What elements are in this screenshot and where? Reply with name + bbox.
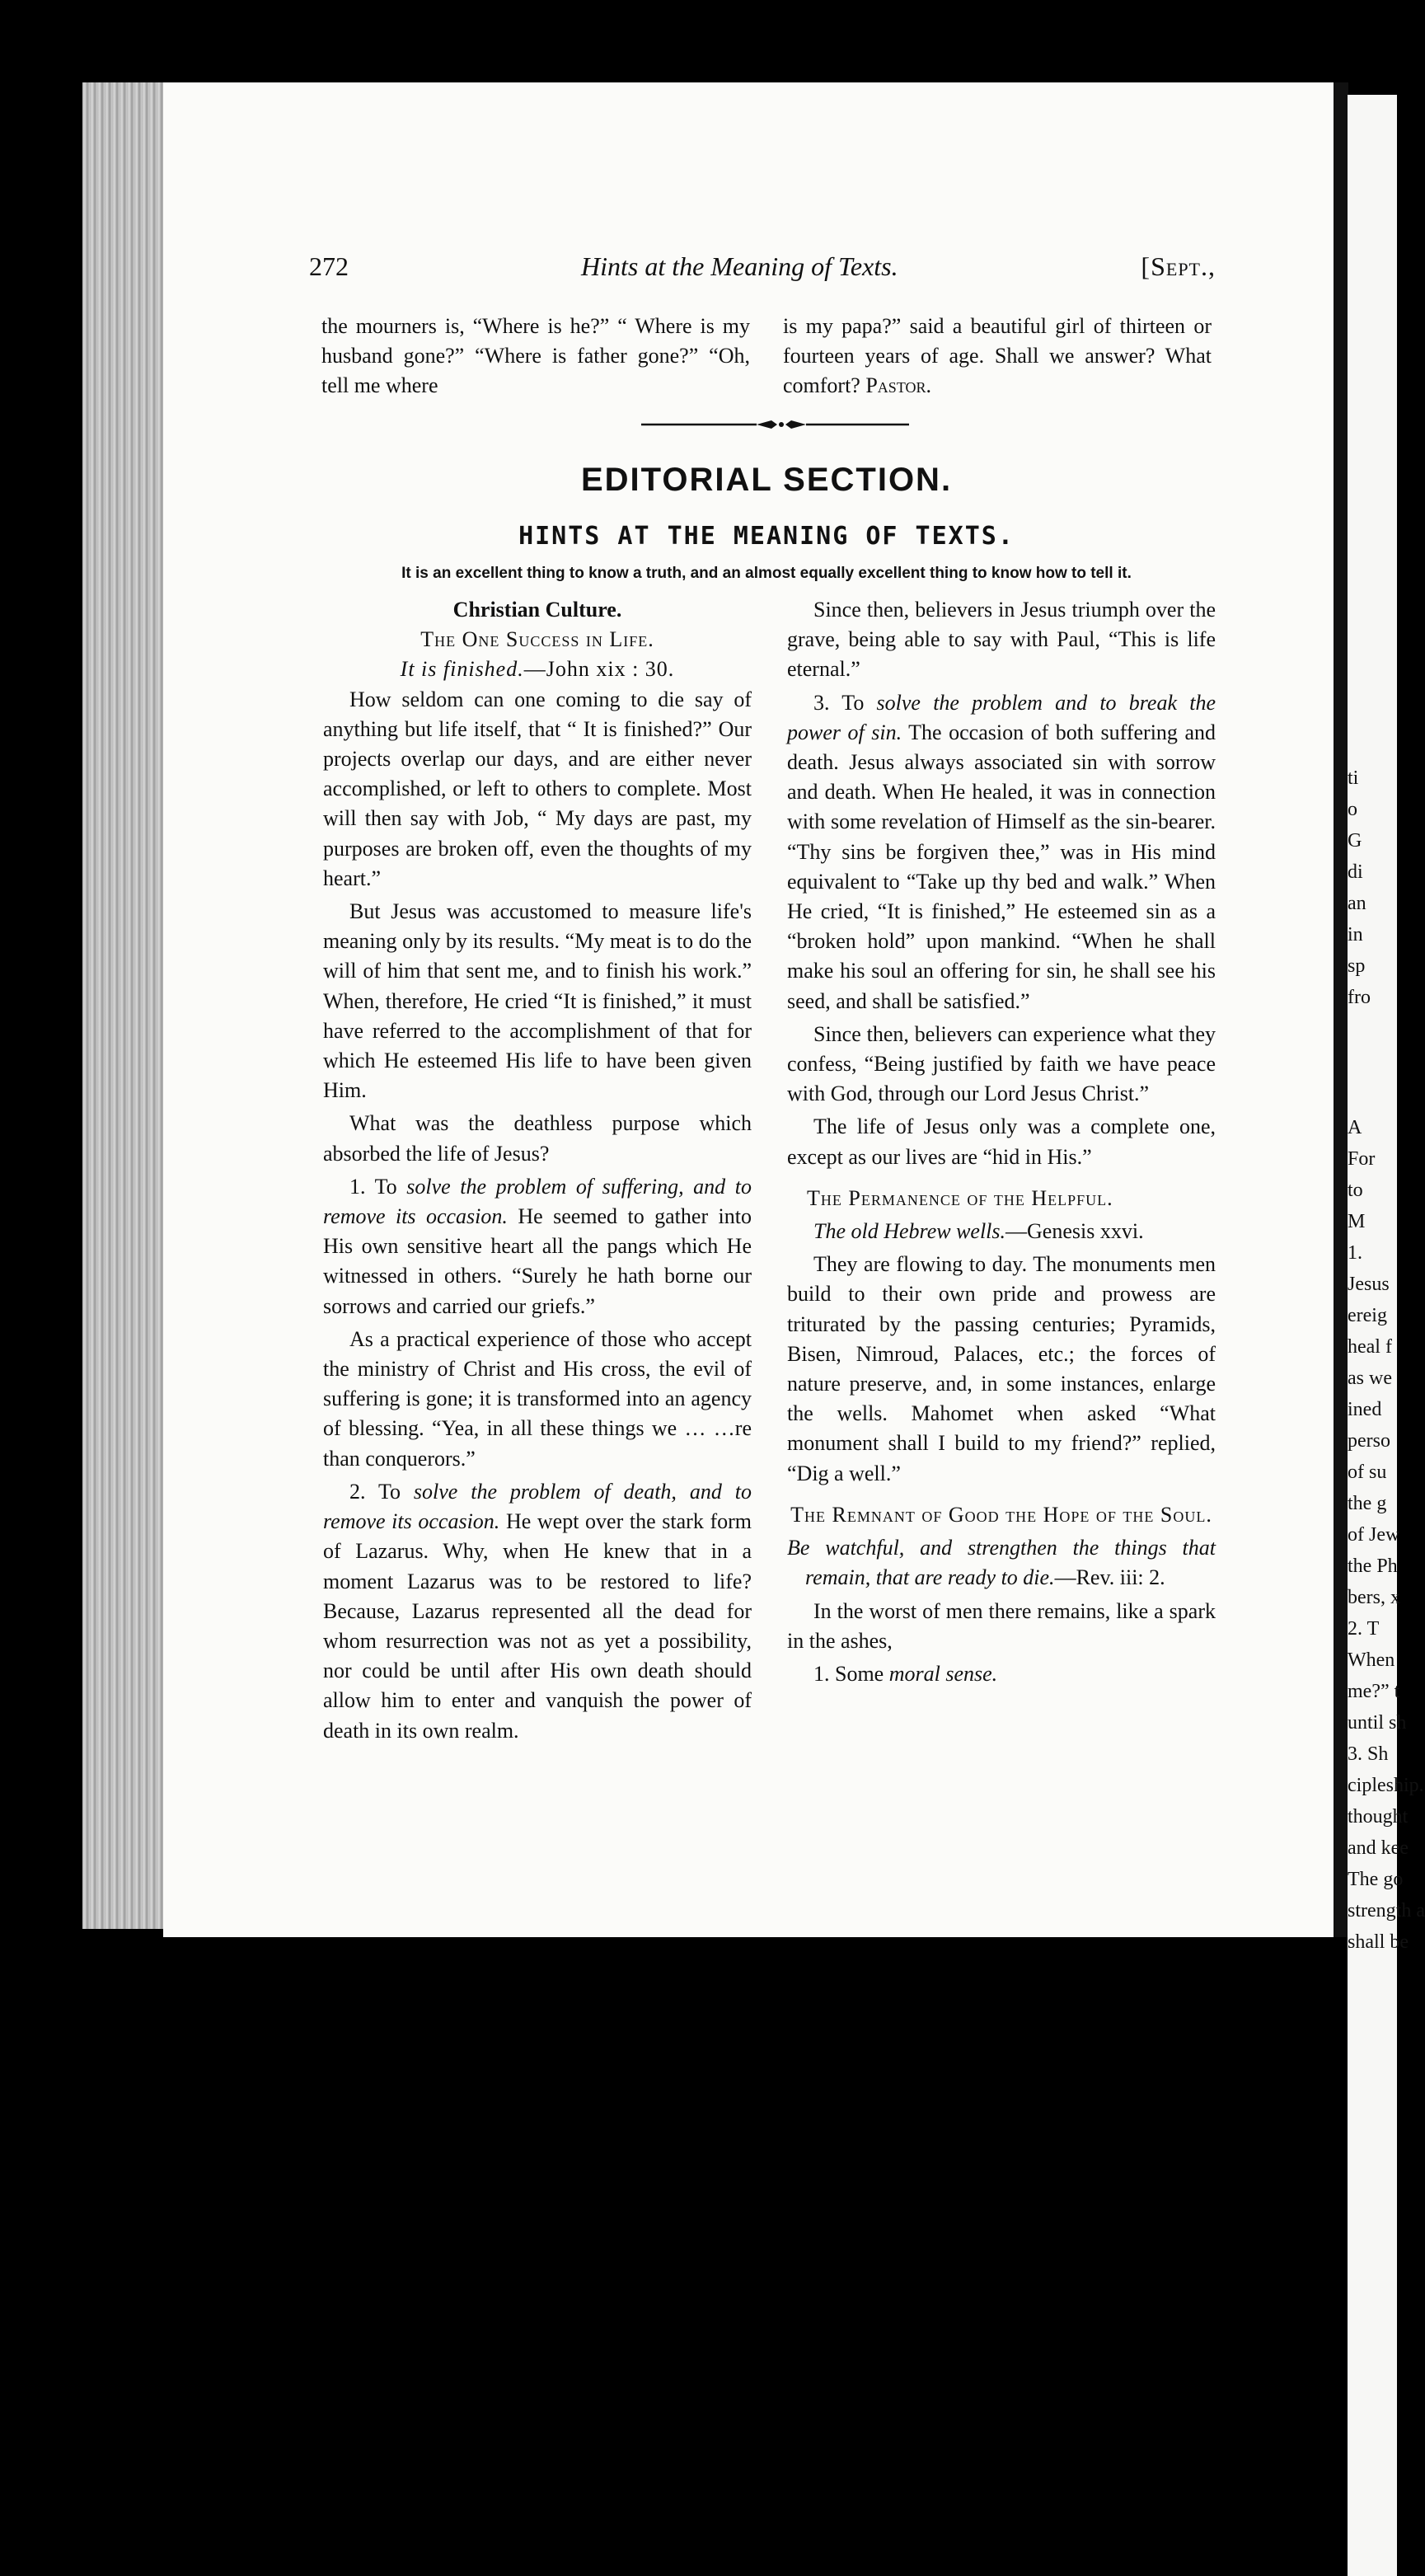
paragraph: How seldom can one coming to die say of anything but life itself, that “ It is finished?” Our projects overlap our days, and are either never accomplished, or left to others to complete. Most will then say with Job, “ My days are past, my purposes are broken off, even the thoughts of my heart.” xyxy=(323,687,752,890)
next-page-line: ined xyxy=(1348,1399,1382,1420)
paragraph: Since then, believers in Jesus triumph over the grave, being able to say with Paul, “This is life eternal.” xyxy=(787,598,1216,682)
next-page-fragment xyxy=(1348,95,1425,2576)
next-page-line: ti xyxy=(1348,767,1359,789)
text-reference xyxy=(323,655,752,684)
signature: Pastor. xyxy=(865,373,931,398)
text-reference-cite: —Genesis xxvi. xyxy=(1005,1219,1144,1244)
next-page-line: perso xyxy=(1348,1430,1390,1452)
next-page-line: 3. Sh xyxy=(1348,1743,1389,1765)
paragraph xyxy=(787,1659,1216,1689)
sermon-title: The Remnant of Good the Hope of the Soul. xyxy=(790,1502,1212,1527)
page-number: 272 xyxy=(309,251,349,281)
next-page-line: and kee xyxy=(1348,1837,1409,1859)
running-title: Hints at the Meaning of Texts. xyxy=(581,251,898,281)
next-page-line: until sh xyxy=(1348,1712,1407,1734)
next-page-line: the g xyxy=(1348,1493,1387,1514)
top-right-text xyxy=(783,312,1212,405)
text-reference-italic: The old Hebrew wells. xyxy=(813,1219,1006,1244)
next-page-line: me?” t xyxy=(1348,1681,1400,1702)
left-column xyxy=(323,595,752,1749)
text-reference xyxy=(787,1217,1216,1246)
top-right-body: is my papa?” said a beautiful girl of thirteen or fourteen years of age. Shall we answer? What comfort? xyxy=(783,314,1212,398)
next-page-line: When xyxy=(1348,1649,1395,1671)
right-column xyxy=(787,595,1216,1692)
paragraph: They are flowing to day. The monuments men build to their own pride and prowess are triturated by the passing centuries; Pyramids, Bisen, Nimroud, Palaces, etc.; the forces of nature preserve, and, in some instances, enlarge the wells. Mahomet when asked “What monument shall I build to my friend?” replied, “Dig a well.” xyxy=(787,1252,1216,1485)
paragraph xyxy=(323,1172,752,1321)
paragraph xyxy=(787,688,1216,1016)
next-page-line: sp xyxy=(1348,955,1366,977)
next-page-line: shall be xyxy=(1348,1931,1409,1953)
next-page-line: of su xyxy=(1348,1462,1387,1483)
text-reference-cite: —Rev. iii: 2. xyxy=(1054,1565,1165,1590)
point-italic: moral sense. xyxy=(888,1661,998,1686)
point-italic: solve the problem and to break the power of sin. xyxy=(787,690,1216,744)
sermon-title: The One Success in Life. xyxy=(420,627,654,652)
next-page-line: For xyxy=(1348,1148,1376,1170)
editorial-subtitle: HINTS AT THE MEANING OF TEXTS. xyxy=(518,522,1015,551)
gutter-shadow xyxy=(1334,82,1348,1937)
point-italic: solve the problem of suffering, and to remove its occasion. xyxy=(323,1174,752,1229)
next-page-line: cipleship. xyxy=(1348,1775,1424,1796)
running-section: [Sept., xyxy=(1141,251,1216,281)
point-number: 3. To xyxy=(813,690,877,715)
next-page-line: The go xyxy=(1348,1869,1404,1890)
top-right-paragraph xyxy=(783,312,1212,401)
next-page-line: to xyxy=(1348,1180,1363,1201)
paragraph: As a practical experience of those who accept the ministry of Christ and His cross, the evil of suffering is gone; it is transformed into an agency of blessing. “Yea, in all these things we … …re than conquerors.” xyxy=(323,1326,752,1471)
next-page-line: as we xyxy=(1348,1368,1392,1389)
next-page-line: bers, x xyxy=(1348,1587,1400,1608)
next-page-line: thought xyxy=(1348,1806,1409,1828)
next-page-line: di xyxy=(1348,861,1363,883)
top-left-text xyxy=(321,312,750,405)
next-page-line: o xyxy=(1348,799,1357,820)
next-page-line: ereig xyxy=(1348,1305,1387,1326)
editorial-motto: It is an excellent thing to know a truth, and an almost equally excellent thing to know how to tell it. xyxy=(401,565,1132,582)
paragraph: But Jesus was accustomed to measure life's meaning only by its results. “My meat is to do the will of him that sent me, and to finish his work.” When, therefore, He cried “It is finished,” it must have referred to the accomplishment of that for which He esteemed His life to have been given Him. xyxy=(323,899,752,1103)
editorial-title: EDITORIAL SECTION. xyxy=(580,462,953,498)
next-page-line: fro xyxy=(1348,987,1371,1008)
next-page-line: 1. xyxy=(1348,1242,1362,1264)
point-text: He wept over the stark form of Lazarus. Why, when He knew that in a moment Lazarus was to be restored to life? Because, Lazarus represented all the dead for whom resurrection was not as yet a possibility, nor could be until after His own death should allow him to enter and vanquish the power of death in its own realm. xyxy=(323,1509,752,1743)
next-page-line: an xyxy=(1348,893,1366,914)
point-italic: solve the problem of death, and to remove its occasion. xyxy=(323,1479,752,1534)
text-reference-italic: Be watchful, and strengthen the things that remain, that are ready to die. xyxy=(787,1536,1216,1590)
paragraph: Since then, believers can experience what they confess, “Being justified by faith we have peace with God, through our Lord Jesus Christ.” xyxy=(787,1021,1216,1106)
next-page-line: heal f xyxy=(1348,1336,1392,1358)
next-page-line: 2. T xyxy=(1348,1618,1380,1640)
next-page-line: A xyxy=(1348,1117,1362,1138)
next-page-line: the Ph xyxy=(1348,1555,1398,1577)
sermon-title: The Permanence of the Helpful. xyxy=(807,1185,1113,1210)
next-page-line: Jesus xyxy=(1348,1274,1390,1295)
text-reference-italic: It is finished. xyxy=(400,657,524,682)
point-text: The occasion of both suffering and death. Jesus always associated sin with sorrow and death. When He healed, it was in connection with some revelation of Himself as the sin-bearer. “Thy sins be forgiven thee,” was in His mind equivalent to “Take up thy bed and walk.” When He cried, “It is finished,” He esteemed sin as a “broken hold” upon mankind. “When he shall make his soul an offering for sin, he shall see his seed, and shall be satisfied.” xyxy=(787,720,1216,1013)
point-number: 1. Some xyxy=(813,1661,889,1686)
next-page-line: M xyxy=(1348,1211,1366,1232)
point-text: He seemed to gather into His own sensitive heart all the pangs which He witnessed in others. “Surely he hath borne our sorrows and carried our griefs.” xyxy=(323,1204,752,1318)
paragraph: In the worst of men there remains, like a spark in the ashes, xyxy=(787,1598,1216,1653)
top-left-paragraph: the mourners is, “Where is he?” “ Where is my husband gone?” “Where is father gone?” “Oh, tell me where xyxy=(321,314,750,398)
point-number: 1. To xyxy=(349,1174,407,1199)
next-page-line: of Jew xyxy=(1348,1524,1400,1546)
text-reference xyxy=(787,1533,1216,1593)
point-number: 2. To xyxy=(349,1479,414,1504)
next-page-line: in xyxy=(1348,924,1363,945)
paragraph: The life of Jesus only was a complete one, except as our lives are “hid in His.” xyxy=(787,1114,1216,1169)
next-page-line: strength a xyxy=(1348,1900,1425,1921)
text-reference-cite: —John xix : 30. xyxy=(523,657,675,682)
next-page-line: G xyxy=(1348,830,1362,852)
running-head xyxy=(309,251,1216,293)
paragraph: What was the deathless purpose which absorbed the life of Jesus? xyxy=(323,1111,752,1166)
book-page-edges xyxy=(82,82,173,1929)
paragraph xyxy=(323,1477,752,1746)
ornament-rule xyxy=(641,419,909,430)
section-heading: Christian Culture. xyxy=(452,598,622,622)
